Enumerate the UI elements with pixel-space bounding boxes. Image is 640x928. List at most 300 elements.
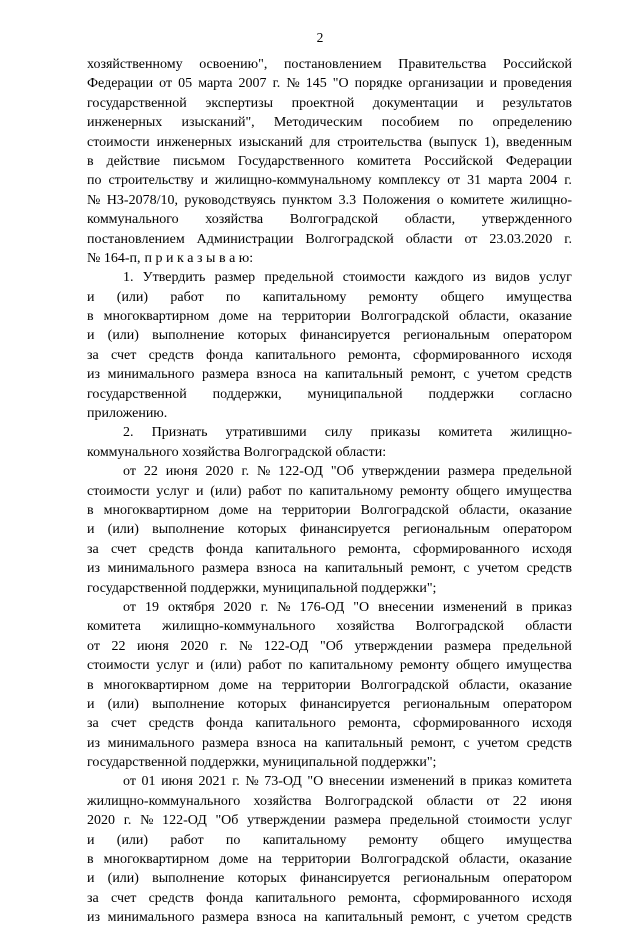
text-word: исходя [531,890,572,906]
text-word: экспертизы [205,95,274,111]
text-word: строительства [337,134,422,150]
text-word: работ [170,832,204,848]
text-word: утверждении [361,464,441,480]
text-word: (или) [116,832,149,848]
text-word: из [87,735,101,751]
text-word: капитальному [262,289,347,305]
text-word: Методическим [273,115,363,131]
text-word: определению [492,115,572,131]
text-word: письмом [172,153,225,169]
text-word: за [87,890,99,906]
text-word: учетом [477,735,520,751]
text-word: размера [334,813,382,829]
text-word: 176-ОД [299,599,345,615]
text-word: Волгоградской [360,677,449,693]
text-word: по [225,289,241,305]
text-word: минимального [107,367,195,383]
text-word: средств [148,541,194,557]
text-word: документации [372,95,458,111]
text-line [87,656,572,675]
text-word: взноса [256,561,297,577]
text-word: Администрации [196,231,294,247]
text-line [87,133,572,152]
text-word: НЗ-2078/10, [106,192,178,208]
text-word: по [87,173,102,189]
text-word: комитета [357,153,412,169]
text-word: финансируется [299,522,391,538]
text-word: "О [307,774,324,790]
text-word: счет [111,716,137,732]
text-word: "Об [215,813,239,829]
text-word: фонда [206,347,244,363]
text-word: в [515,599,523,615]
text-word: общего [440,289,484,305]
text-line [87,268,572,287]
text-word: оператором [502,522,572,538]
text-word: комплексу [378,173,441,189]
text-word: средств [526,910,572,926]
text-word: (или) [116,289,149,305]
text-word: капитальному [309,658,394,674]
text-word: с [463,910,470,926]
text-word: региональным [403,696,490,712]
text-word: 22 [111,638,126,654]
text-word: июня [161,774,193,790]
text-word: имущества [506,658,572,674]
text-word: ремонта, [348,716,401,732]
text-word: и [489,76,498,92]
text-word: 122-ОД [263,638,309,654]
text-word: капитального [255,347,336,363]
text-word: доме [219,502,249,518]
text-word: ремонту [368,832,419,848]
text-line [87,55,572,74]
text-word: 2021 [198,774,227,790]
text-word: услуг [156,658,190,674]
text-word: Признать [151,425,208,441]
text-word: г. [260,599,269,615]
text-word: имущества [506,832,572,848]
text-word: июня [540,793,572,809]
text-word: за [87,541,99,557]
text-word: счет [111,347,137,363]
text-word: услуг [538,270,572,286]
text-word: Правительства [398,57,487,72]
text-word: по [458,115,474,131]
text-word: "Об [330,464,354,480]
text-word: взноса [256,367,297,383]
text-word: 19 [144,599,159,615]
text-word: территории [281,852,351,868]
text-word: результатов [502,95,572,111]
text-word: капитальному [262,832,347,848]
text-word: 2007 [238,76,267,92]
text-word: Волгоградской [360,852,449,868]
text-word: 01 [141,774,156,790]
text-line [87,462,572,481]
text-line [87,617,572,636]
text-word: № [239,638,253,654]
text-word: жилищно-коммунального [162,619,316,635]
text-word: поддержки [428,386,494,402]
text-word: области [405,231,453,247]
text-word: из [472,270,486,286]
text-word: строительству [108,173,194,189]
text-word: региональным [403,328,490,344]
text-word: минимального [107,910,195,926]
text-word: на [303,561,318,577]
text-word: № [140,813,154,829]
text-word: "О [353,599,370,615]
text-word: исходя [531,716,572,732]
text-word: Российской [423,153,493,169]
text-word: о [436,192,444,208]
text-word: фонда [206,890,244,906]
text-line [87,908,572,927]
text-line [87,637,572,656]
text-line [87,113,572,132]
text-word: средств [526,735,572,751]
text-line [87,598,572,617]
text-word: хозяйственному [87,57,183,72]
text-word: на [303,910,318,926]
text-line [87,676,572,695]
text-word: стоимости [342,270,406,286]
text-word: за [87,716,99,732]
text-word: ремонта, [348,890,401,906]
text-word: стоимости [87,134,150,150]
text-word: размера [201,910,249,926]
text-word: и [196,483,204,499]
text-word: работ [170,289,204,305]
text-word: учетом [477,367,520,383]
text-word: государственной [87,386,187,402]
text-word: г. [219,638,228,654]
text-word: многоквартирном [103,677,210,693]
text-word: пособием [381,115,440,131]
text-word: (выпуск [428,134,478,150]
text-word: проектной [291,95,355,111]
text-line [87,152,572,171]
text-word: из [87,910,101,926]
text-word: освоению", [199,57,268,72]
text-line [87,307,572,326]
text-word: от [486,793,500,809]
text-line [87,346,572,365]
text-word: пунктом [282,192,333,208]
text-word: инженерных [87,115,163,131]
text-word: области, [458,677,510,693]
text-line [87,423,572,442]
text-word: руководствуясь [184,192,276,208]
text-word: размера [447,464,495,480]
text-word: 22 [143,464,158,480]
text-word: капитального [255,716,336,732]
text-word: стоимости [87,483,150,499]
text-word: средств [148,890,194,906]
text-line [87,695,572,714]
text-word: и [200,173,209,189]
text-word: сформированного [412,347,520,363]
text-word: "Об [319,638,343,654]
text-word: хозяйства [205,212,264,228]
text-word: (или) [107,328,139,344]
text-word: от [447,173,461,189]
text-word: приказ [531,599,572,615]
text-word: Волгоградской [415,619,505,635]
text-line [87,831,572,850]
text-word: имущества [506,483,572,499]
text-word: капитального [255,541,336,557]
text-word: 23.03.2020 [489,231,553,247]
text-word: которых [237,522,287,538]
text-line [87,520,572,539]
text-word: оператором [502,696,572,712]
text-word: ремонта, [348,541,401,557]
text-word: октября [167,599,215,615]
text-word: каждого [414,270,464,286]
text-word: Волгоградской [360,502,449,518]
text-word: территории [281,309,351,325]
text-word: которых [237,871,287,887]
text-word: на [258,852,272,868]
text-word: из [87,367,101,383]
text-word: 2020 [223,599,252,615]
text-word: и [87,522,95,538]
text-line [87,889,572,908]
text-word: п р и к а з ы в а ю: [144,250,254,266]
text-word: 05 [178,76,193,92]
text-word: ремонту [399,483,450,499]
text-word: на [258,309,272,325]
text-word: Волгоградской [305,231,394,247]
text-word: выполнение [152,871,225,887]
text-word: имущества [506,289,572,305]
text-word: комитета [517,774,572,790]
text-word: капитальный [325,910,404,926]
text-word: региональным [403,871,490,887]
text-line [87,753,572,772]
text-line [87,249,572,268]
text-word: введенным [506,134,572,150]
text-word: из [87,561,101,577]
text-line [87,230,572,249]
text-word: капитальный [325,561,404,577]
text-word: выполнение [152,328,225,344]
text-word: доме [219,852,249,868]
text-word: г. [564,173,572,189]
text-line [87,365,572,384]
text-word: средств [526,367,572,383]
text-line [87,171,572,190]
text-word: и [87,832,95,848]
text-word: ремонт, [410,561,456,577]
text-word: Волгоградской [324,793,414,809]
text-line [87,326,572,345]
text-word: в [459,774,467,790]
text-word: оператором [502,328,572,344]
text-word: от [123,774,136,790]
text-word: ремонту [368,289,419,305]
text-word: области, [458,852,510,868]
text-word: взноса [256,735,297,751]
text-word: ремонта, [348,347,401,363]
text-line [87,772,572,791]
text-line [87,850,572,869]
text-word: Волгоградской [360,309,449,325]
text-word: постановлением [283,57,382,72]
text-word: марта [488,173,523,189]
text-word: фонда [206,716,244,732]
text-word: (или) [210,658,242,674]
text-word: учетом [477,910,520,926]
text-word: на [303,735,318,751]
text-word: размер [214,270,256,286]
text-word: и [87,696,95,712]
text-word: доме [219,677,249,693]
text-word: выполнение [152,522,225,538]
text-word: капитального [255,890,336,906]
text-word: области, [458,309,510,325]
text-word: Российской [503,57,572,72]
text-word: оператором [502,871,572,887]
text-word: государственной поддержки, муниципальной поддержки"; [87,755,437,771]
text-word: 3.3 [338,192,357,208]
text-word: территории [281,502,351,518]
text-line [87,579,572,598]
text-word: "О [332,76,349,92]
text-word: территории [281,677,351,693]
text-word: ремонту [399,658,450,674]
text-word: государственной [87,95,187,111]
text-word: жилищно- [510,192,572,208]
text-word: хозяйства [253,793,312,809]
text-word: Государственного [237,153,345,169]
text-word: общего [456,658,500,674]
text-line [87,74,572,93]
text-word: изменений [442,599,507,615]
text-word: на [303,367,318,383]
text-word: счет [111,890,137,906]
text-word: счет [111,541,137,557]
text-word: 2004 [529,173,558,189]
text-word: хозяйства [336,619,395,635]
text-word: жилищно-коммунальному [215,173,372,189]
text-line [87,288,572,307]
text-word: Федерации [87,76,154,92]
text-line [87,869,572,888]
text-word: и [87,289,95,305]
text-word: постановлением [87,231,185,247]
text-word: размера [201,735,249,751]
text-word: Положения [362,192,431,208]
text-word: видов [494,270,530,286]
text-word: предельной [389,813,459,829]
text-word: от [123,464,136,480]
text-word: которых [237,328,287,344]
text-word: порядке [354,76,403,92]
text-word: минимального [107,735,195,751]
text-word: от [123,599,136,615]
text-word: 122-ОД [162,813,207,829]
text-word: приказ [471,774,513,790]
text-word: средств [526,561,572,577]
text-line [87,404,572,423]
text-word: коммунального хозяйства Волгоградской области: [87,444,387,460]
text-word: 2020 [180,638,209,654]
text-word: приложению. [87,406,168,422]
text-word: сформированного [412,541,520,557]
text-word: по [288,483,303,499]
text-word: капитальному [309,483,394,499]
text-word: многоквартирном [103,502,210,518]
text-word: выполнение [152,696,225,712]
text-word: г. [123,813,132,829]
text-word: № [277,599,291,615]
text-word: (или) [107,696,139,712]
text-word: общего [456,483,500,499]
text-word: учетом [477,561,520,577]
text-word: (или) [107,522,139,538]
text-word: утверждении [247,813,326,829]
text-word: предельной [502,464,572,480]
text-word: оказание [519,852,572,868]
text-word: комитета [87,619,142,635]
text-word: июня [136,638,169,654]
text-line [87,714,572,733]
text-word: 1), [484,134,500,150]
text-word: области, [404,212,456,228]
text-word: услуг [539,813,572,829]
text-word: исходя [531,541,572,557]
text-word: многоквартирном [103,852,210,868]
text-word: 2020 [87,813,115,829]
text-word: и [476,95,484,111]
text-word: инженерных [156,134,232,150]
text-word: средств [148,716,194,732]
text-word: финансируется [299,696,391,712]
text-word: 2. [123,425,134,441]
text-word: предельной [502,638,572,654]
text-line [87,811,572,830]
text-word: в [87,852,94,868]
text-word: стоимости [87,658,150,674]
text-word: ремонт, [410,910,456,926]
text-word: за [87,347,99,363]
text-word: 145 [305,76,327,92]
text-word: взноса [256,910,297,926]
text-word: и [87,871,95,887]
text-word: в [87,502,94,518]
text-word: в [87,677,94,693]
text-word: региональным [403,522,490,538]
text-word: внесении [378,599,434,615]
text-word: 22 [512,793,527,809]
text-word: на [258,677,272,693]
text-word: от [87,638,100,654]
text-word: июня [165,464,198,480]
text-word: проведения [503,76,572,92]
text-word: № [245,774,259,790]
text-word: сформированного [412,890,520,906]
text-word: действие [106,153,161,169]
text-word: (или) [107,871,139,887]
text-word: исходя [531,347,572,363]
text-word: изысканий [238,134,303,150]
text-word: с [463,735,470,751]
text-word: работ [248,658,282,674]
text-line [87,482,572,501]
